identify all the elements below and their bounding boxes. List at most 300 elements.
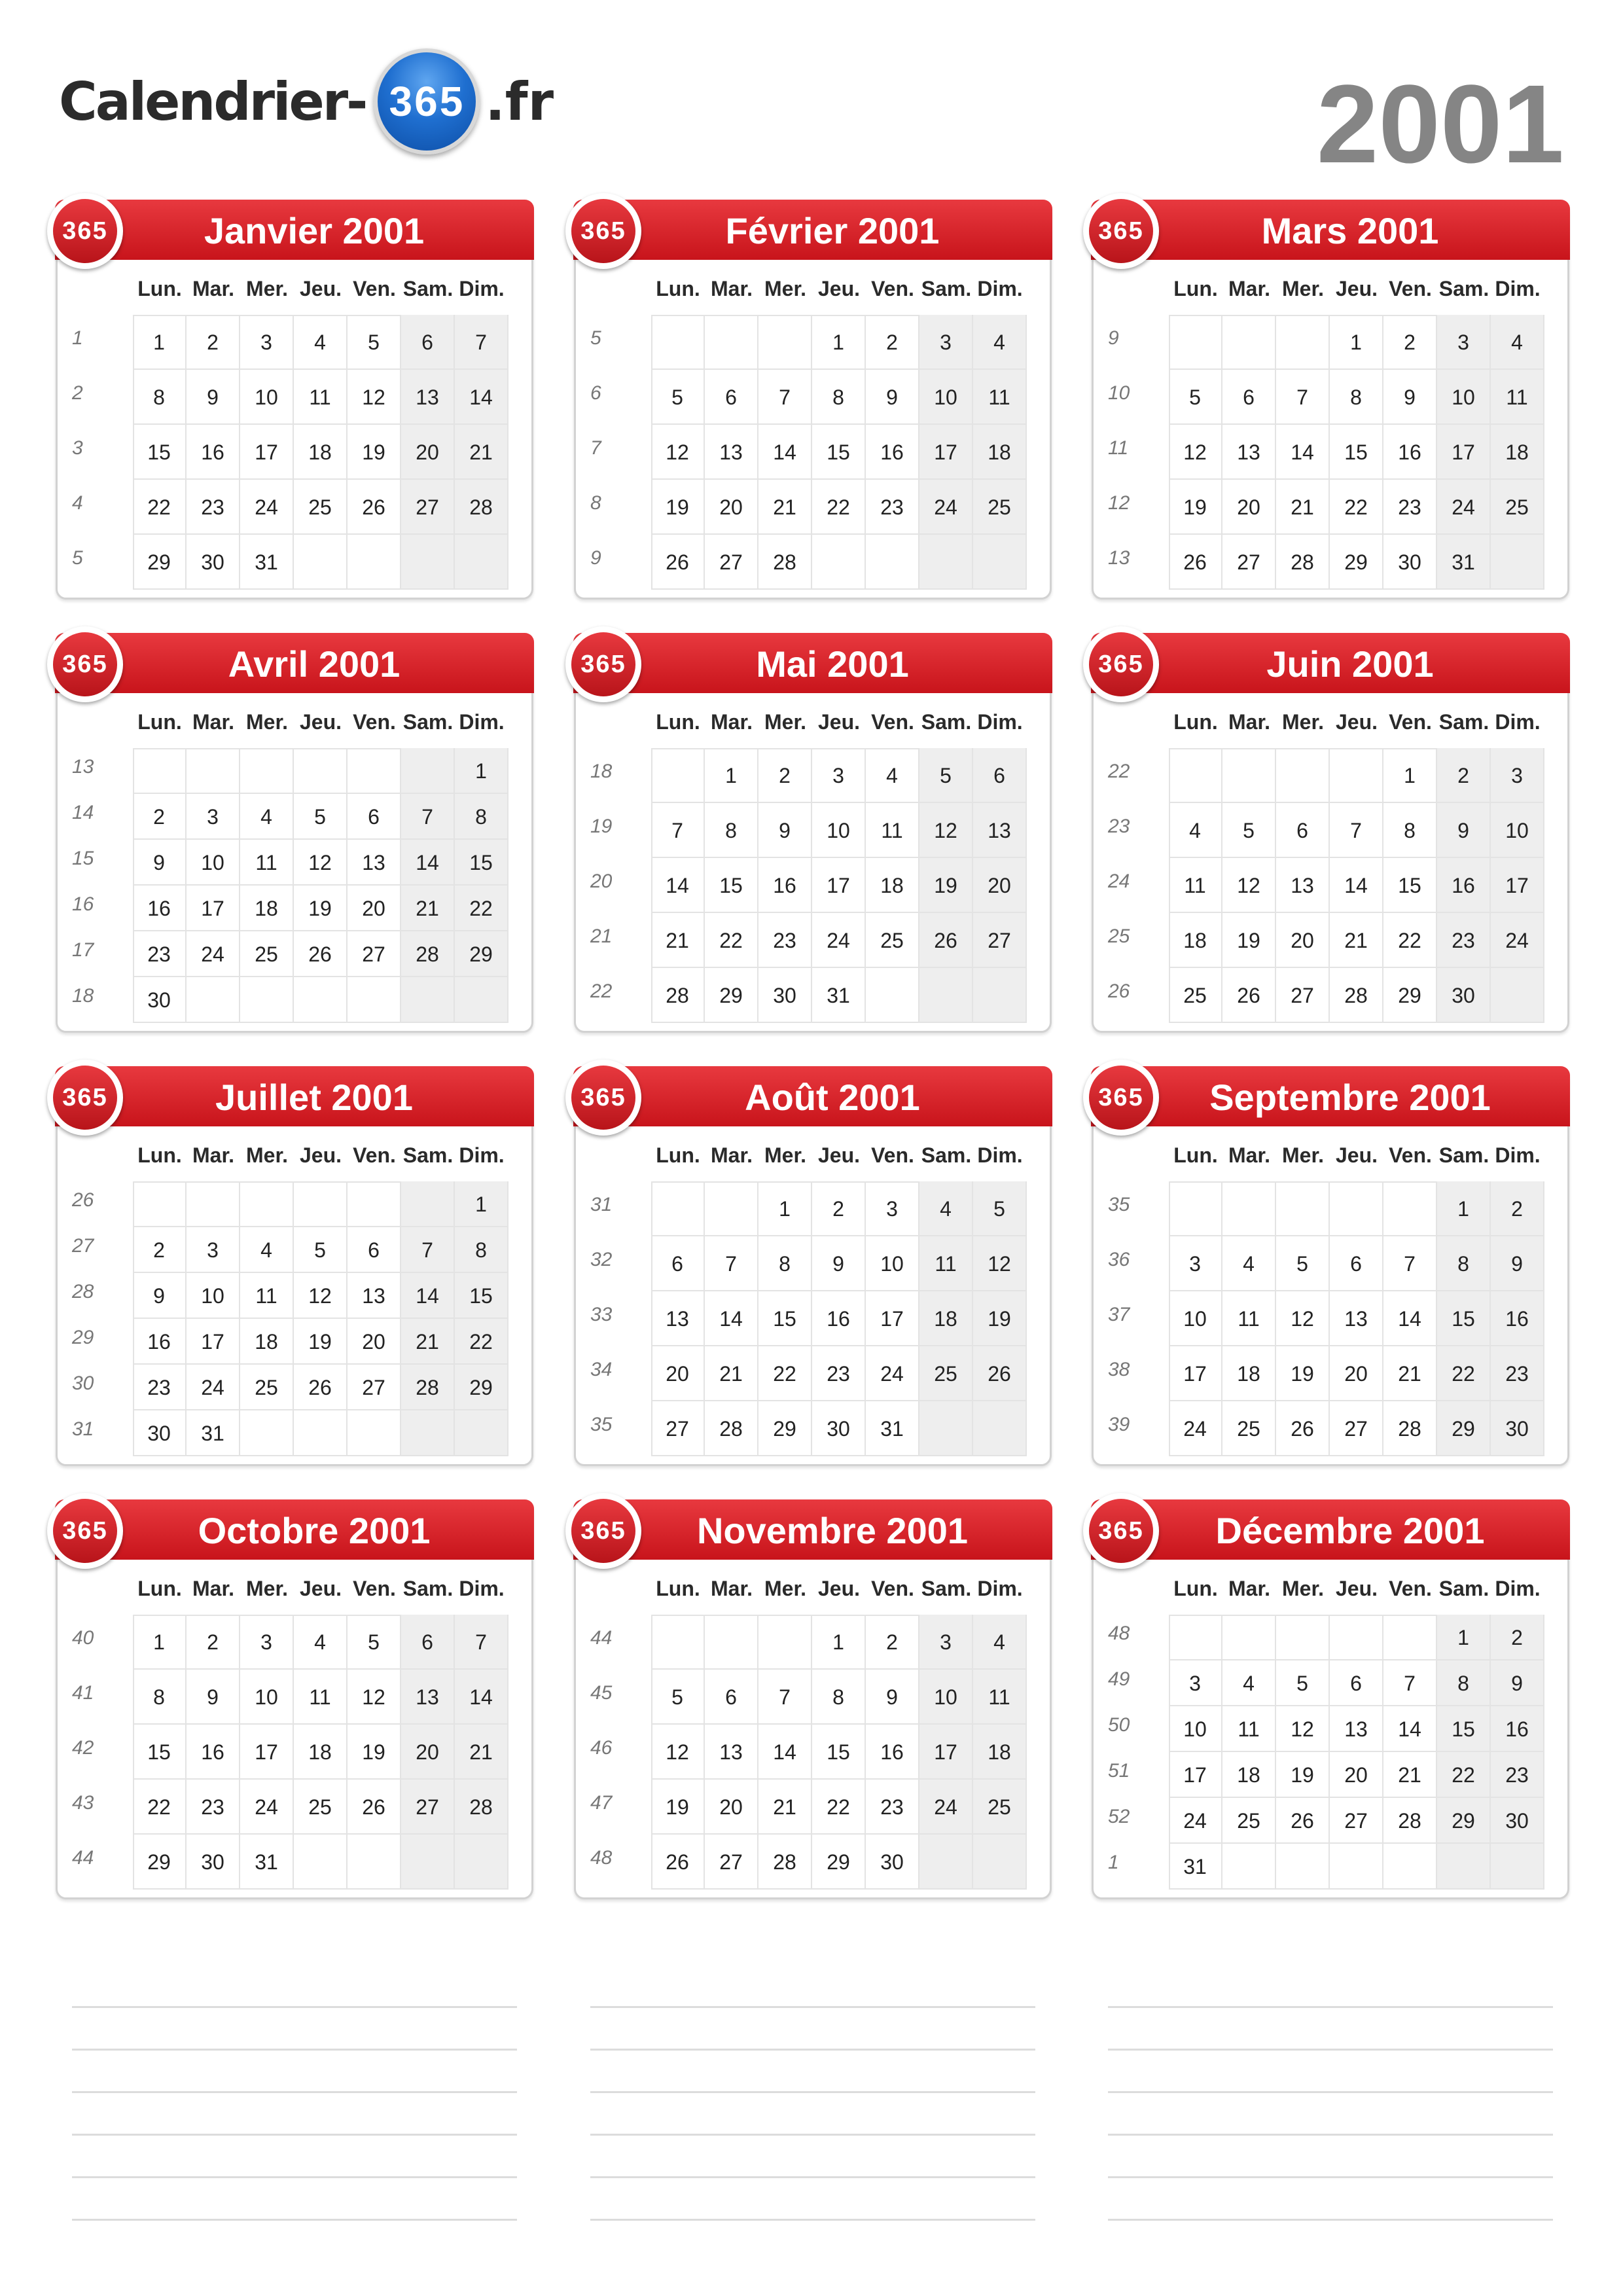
week-number: 37 xyxy=(1108,1304,1130,1325)
weekday-header: Ven. xyxy=(353,1143,396,1167)
day-cell: 4 xyxy=(240,794,294,840)
day-cell: 12 xyxy=(348,370,401,425)
day-cell xyxy=(651,1615,705,1670)
weekday-header: Mar. xyxy=(710,1143,753,1167)
day-cell: 1 xyxy=(758,1181,812,1236)
day-cell: 11 xyxy=(973,1670,1027,1725)
day-cell: 10 xyxy=(866,1236,919,1291)
month-header xyxy=(1091,633,1570,693)
weekday-header: Sam. xyxy=(921,710,972,734)
weekday-header: Lun. xyxy=(1173,1577,1218,1600)
day-cell: 29 xyxy=(455,1365,508,1410)
day-cell: 25 xyxy=(1222,1401,1276,1456)
day-cell: 12 xyxy=(294,1273,348,1319)
day-cell: 21 xyxy=(651,913,705,968)
week-number: 10 xyxy=(1108,382,1130,404)
month-title: Novembre 2001 xyxy=(696,1510,968,1551)
badge-365-icon xyxy=(47,1060,123,1136)
badge-365-icon xyxy=(565,193,641,269)
day-cell: 30 xyxy=(187,535,240,590)
week-number: 44 xyxy=(72,1847,94,1869)
day-cell: 31 xyxy=(240,535,294,590)
day-cell: 24 xyxy=(240,1780,294,1835)
day-cell: 19 xyxy=(651,1780,705,1835)
day-cell: 17 xyxy=(1491,858,1544,913)
day-cell: 25 xyxy=(294,1780,348,1835)
weekday-header: Lun. xyxy=(656,710,700,734)
day-cell: 2 xyxy=(1491,1615,1544,1660)
day-cell: 9 xyxy=(866,1670,919,1725)
day-cell: 14 xyxy=(455,1670,508,1725)
day-cell: 18 xyxy=(1222,1752,1276,1798)
day-cell: 3 xyxy=(187,794,240,840)
day-cell: 14 xyxy=(758,425,812,480)
day-cell: 2 xyxy=(812,1181,866,1236)
day-cell: 9 xyxy=(133,840,187,886)
day-cell: 11 xyxy=(240,1273,294,1319)
day-cell: 5 xyxy=(1276,1236,1330,1291)
badge-365-icon xyxy=(565,626,641,702)
day-cell: 6 xyxy=(973,748,1027,803)
day-cell: 4 xyxy=(240,1227,294,1273)
day-cell: 26 xyxy=(1276,1798,1330,1844)
day-cell: 3 xyxy=(919,315,973,370)
week-number: 14 xyxy=(72,802,94,823)
day-cell: 26 xyxy=(294,1365,348,1410)
weekday-header: Sam. xyxy=(402,277,454,300)
day-cell: 15 xyxy=(812,1725,866,1780)
day-cell: 9 xyxy=(758,803,812,858)
day-cell: 20 xyxy=(651,1346,705,1401)
weekday-header: Mer. xyxy=(764,277,807,300)
day-cell: 17 xyxy=(240,1725,294,1780)
day-cell xyxy=(705,315,758,370)
day-cell: 24 xyxy=(919,480,973,535)
week-number: 39 xyxy=(1108,1414,1130,1435)
day-cell: 23 xyxy=(187,480,240,535)
day-cell: 16 xyxy=(1437,858,1491,913)
weekday-header: Dim. xyxy=(977,1577,1023,1600)
day-cell: 19 xyxy=(1169,480,1222,535)
day-cell: 23 xyxy=(187,1780,240,1835)
day-cell: 20 xyxy=(1276,913,1330,968)
day-cell: 17 xyxy=(812,858,866,913)
day-cell: 6 xyxy=(651,1236,705,1291)
weekday-header: Sam. xyxy=(402,1577,454,1600)
day-cell: 9 xyxy=(1491,1236,1544,1291)
weekday-header: Ven. xyxy=(871,277,914,300)
day-cell: 21 xyxy=(758,1780,812,1835)
day-cell: 16 xyxy=(866,1725,919,1780)
weekday-header: Jeu. xyxy=(299,1577,342,1600)
weekday-header: Jeu. xyxy=(817,277,861,300)
week-number: 26 xyxy=(1108,980,1130,1002)
month-title: Janvier 2001 xyxy=(204,210,425,251)
logo-suffix: .fr xyxy=(485,71,554,132)
day-cell: 19 xyxy=(973,1291,1027,1346)
weekday-header: Mar. xyxy=(710,277,753,300)
day-cell: 23 xyxy=(812,1346,866,1401)
badge-label: 365 xyxy=(571,1066,635,1130)
day-cell: 29 xyxy=(455,931,508,977)
day-cell xyxy=(294,535,348,590)
day-cell: 12 xyxy=(973,1236,1027,1291)
day-cell: 6 xyxy=(705,370,758,425)
day-cell: 2 xyxy=(758,748,812,803)
day-cell: 11 xyxy=(294,370,348,425)
day-cell: 24 xyxy=(1491,913,1544,968)
day-cell: 20 xyxy=(348,886,401,931)
week-number: 42 xyxy=(72,1737,94,1759)
day-cell: 28 xyxy=(1276,535,1330,590)
week-number: 25 xyxy=(1108,925,1130,947)
week-number: 3 xyxy=(72,437,83,459)
day-cell: 9 xyxy=(187,370,240,425)
day-cell: 29 xyxy=(705,968,758,1023)
week-number: 12 xyxy=(1108,492,1130,514)
day-cell: 8 xyxy=(758,1236,812,1291)
day-cell: 13 xyxy=(401,370,455,425)
day-cell: 5 xyxy=(294,794,348,840)
day-cell: 12 xyxy=(1276,1291,1330,1346)
month-card xyxy=(574,202,1052,600)
notes-line xyxy=(72,2091,517,2093)
day-cell: 23 xyxy=(133,1365,187,1410)
weekday-header: Mar. xyxy=(710,710,753,734)
notes-line xyxy=(590,2006,1035,2008)
day-cell: 14 xyxy=(401,840,455,886)
weekday-header: Dim. xyxy=(459,710,505,734)
week-number: 1 xyxy=(72,327,83,349)
notes-line xyxy=(1108,2091,1553,2093)
weekday-header: Mar. xyxy=(192,1577,235,1600)
day-cell: 26 xyxy=(1222,968,1276,1023)
week-number: 34 xyxy=(590,1359,613,1380)
month-title: Juillet 2001 xyxy=(215,1077,413,1118)
day-cell: 9 xyxy=(133,1273,187,1319)
day-cell xyxy=(401,748,455,794)
day-cell: 6 xyxy=(1276,803,1330,858)
day-cell: 4 xyxy=(973,315,1027,370)
week-number: 52 xyxy=(1108,1806,1130,1827)
week-number: 22 xyxy=(590,980,613,1002)
weekday-header: Mar. xyxy=(1228,710,1271,734)
week-number: 49 xyxy=(1108,1668,1130,1690)
day-cell: 19 xyxy=(294,1319,348,1365)
day-cell: 27 xyxy=(651,1401,705,1456)
day-cell: 29 xyxy=(1437,1401,1491,1456)
day-cell xyxy=(866,968,919,1023)
day-cell: 10 xyxy=(240,370,294,425)
weekday-header: Mar. xyxy=(192,1143,235,1167)
notes-line xyxy=(590,2091,1035,2093)
weekday-header: Lun. xyxy=(656,277,700,300)
day-cell: 13 xyxy=(705,425,758,480)
day-cell: 11 xyxy=(866,803,919,858)
day-cell: 14 xyxy=(1383,1706,1437,1752)
weekday-header: Dim. xyxy=(459,1143,505,1167)
day-cell: 15 xyxy=(133,1725,187,1780)
day-cell: 21 xyxy=(401,1319,455,1365)
week-number: 7 xyxy=(590,437,601,459)
badge-365-icon xyxy=(1083,1060,1159,1136)
day-cell xyxy=(705,1181,758,1236)
day-cell: 26 xyxy=(973,1346,1027,1401)
page-year: 2001 xyxy=(1316,62,1564,187)
day-cell xyxy=(294,977,348,1023)
day-cell: 31 xyxy=(812,968,866,1023)
day-cell: 18 xyxy=(1491,425,1544,480)
weekday-header: Sam. xyxy=(921,1577,972,1600)
day-cell xyxy=(294,1835,348,1890)
week-number: 17 xyxy=(72,939,94,961)
day-cell: 20 xyxy=(1330,1346,1383,1401)
day-cell xyxy=(651,315,705,370)
badge-365-icon xyxy=(565,1493,641,1569)
notes-line xyxy=(1108,2219,1553,2221)
day-cell: 28 xyxy=(1383,1401,1437,1456)
day-cell: 3 xyxy=(1169,1660,1222,1706)
day-cell: 7 xyxy=(401,794,455,840)
day-cell: 7 xyxy=(1330,803,1383,858)
weekday-header: Mar. xyxy=(710,1577,753,1600)
day-cell: 9 xyxy=(1437,803,1491,858)
day-cell: 9 xyxy=(812,1236,866,1291)
weekday-header: Lun. xyxy=(137,277,182,300)
week-number: 18 xyxy=(72,985,94,1007)
day-cell xyxy=(1383,1181,1437,1236)
week-number: 50 xyxy=(1108,1714,1130,1736)
day-cell: 9 xyxy=(187,1670,240,1725)
day-cell: 10 xyxy=(1169,1706,1222,1752)
day-cell: 22 xyxy=(455,1319,508,1365)
weekday-header: Mer. xyxy=(1281,710,1325,734)
day-cell: 21 xyxy=(455,425,508,480)
day-cell xyxy=(1222,315,1276,370)
day-cell: 26 xyxy=(1169,535,1222,590)
weekday-header: Dim. xyxy=(977,710,1023,734)
day-cell: 14 xyxy=(1383,1291,1437,1346)
day-cell xyxy=(240,748,294,794)
day-cell: 12 xyxy=(651,425,705,480)
day-cell: 9 xyxy=(1383,370,1437,425)
weekday-header: Sam. xyxy=(921,277,972,300)
day-cell: 18 xyxy=(294,425,348,480)
day-cell: 25 xyxy=(919,1346,973,1401)
day-cell xyxy=(1276,315,1330,370)
weekday-header: Ven. xyxy=(353,277,396,300)
day-cell: 27 xyxy=(973,913,1027,968)
weekday-header: Mer. xyxy=(764,710,807,734)
week-number: 21 xyxy=(590,925,613,947)
day-cell: 15 xyxy=(1437,1706,1491,1752)
day-cell: 9 xyxy=(866,370,919,425)
day-cell xyxy=(133,1181,187,1227)
day-cell: 16 xyxy=(1491,1291,1544,1346)
day-cell: 3 xyxy=(1169,1236,1222,1291)
day-cell: 19 xyxy=(348,1725,401,1780)
day-cell: 21 xyxy=(1276,480,1330,535)
day-cell xyxy=(1169,1181,1222,1236)
weekday-header: Jeu. xyxy=(299,1143,342,1167)
week-number: 36 xyxy=(1108,1249,1130,1270)
day-cell: 31 xyxy=(1437,535,1491,590)
notes-line xyxy=(1108,2134,1553,2136)
badge-365-icon xyxy=(565,1060,641,1136)
day-cell: 18 xyxy=(294,1725,348,1780)
day-cell: 25 xyxy=(973,1780,1027,1835)
day-cell: 7 xyxy=(758,370,812,425)
day-cell: 13 xyxy=(705,1725,758,1780)
day-cell: 4 xyxy=(1169,803,1222,858)
day-cell: 22 xyxy=(133,1780,187,1835)
weekday-header: Mer. xyxy=(245,1143,289,1167)
day-cell: 20 xyxy=(401,1725,455,1780)
week-number: 30 xyxy=(72,1372,94,1394)
badge-label: 365 xyxy=(1089,1499,1153,1563)
weekday-header: Ven. xyxy=(871,1143,914,1167)
day-cell: 8 xyxy=(133,370,187,425)
day-cell xyxy=(455,977,508,1023)
day-cell: 8 xyxy=(1437,1236,1491,1291)
month-header xyxy=(1091,1499,1570,1560)
day-cell: 25 xyxy=(1491,480,1544,535)
day-cell xyxy=(973,968,1027,1023)
weekday-header: Lun. xyxy=(137,710,182,734)
day-cell: 28 xyxy=(401,1365,455,1410)
weekday-header: Mer. xyxy=(1281,277,1325,300)
month-title: Octobre 2001 xyxy=(198,1510,431,1551)
weekday-header: Sam. xyxy=(402,1143,454,1167)
week-number: 44 xyxy=(590,1627,613,1649)
day-cell: 23 xyxy=(1491,1752,1544,1798)
day-cell: 8 xyxy=(1383,803,1437,858)
day-cell xyxy=(401,1181,455,1227)
day-cell: 21 xyxy=(1383,1752,1437,1798)
weekday-header: Lun. xyxy=(656,1143,700,1167)
week-number: 26 xyxy=(72,1189,94,1211)
badge-label: 365 xyxy=(571,1499,635,1563)
day-cell: 31 xyxy=(866,1401,919,1456)
badge-label: 365 xyxy=(53,1499,117,1563)
day-cell: 3 xyxy=(919,1615,973,1670)
week-number: 48 xyxy=(590,1847,613,1869)
month-card xyxy=(56,1501,533,1899)
week-number: 38 xyxy=(1108,1359,1130,1380)
weekday-header: Lun. xyxy=(656,1577,700,1600)
day-cell: 28 xyxy=(1330,968,1383,1023)
weekday-header: Ven. xyxy=(1389,1577,1432,1600)
day-cell xyxy=(348,1835,401,1890)
day-cell: 18 xyxy=(240,886,294,931)
notes-line xyxy=(590,2049,1035,2051)
day-cell: 7 xyxy=(455,1615,508,1670)
day-cell: 19 xyxy=(294,886,348,931)
day-cell: 30 xyxy=(1491,1401,1544,1456)
day-cell: 11 xyxy=(1222,1291,1276,1346)
day-cell xyxy=(758,1615,812,1670)
day-cell: 14 xyxy=(455,370,508,425)
badge-label: 365 xyxy=(53,1066,117,1130)
month-header xyxy=(55,633,534,693)
month-card xyxy=(1092,1501,1569,1899)
weekday-header: Sam. xyxy=(1438,277,1489,300)
badge-label: 365 xyxy=(1089,632,1153,696)
day-cell xyxy=(1330,1844,1383,1890)
day-cell: 25 xyxy=(973,480,1027,535)
day-cell: 10 xyxy=(187,1273,240,1319)
day-cell: 29 xyxy=(758,1401,812,1456)
day-cell: 8 xyxy=(812,370,866,425)
day-cell: 7 xyxy=(401,1227,455,1273)
weekday-header: Jeu. xyxy=(299,277,342,300)
day-cell xyxy=(133,748,187,794)
month-header xyxy=(573,1499,1052,1560)
day-cell: 2 xyxy=(187,315,240,370)
day-cell: 13 xyxy=(348,1273,401,1319)
day-cell: 22 xyxy=(758,1346,812,1401)
notes-line xyxy=(72,2049,517,2051)
day-cell xyxy=(1491,535,1544,590)
notes-line xyxy=(1108,2049,1553,2051)
day-cell xyxy=(240,1410,294,1456)
day-cell: 5 xyxy=(1276,1660,1330,1706)
day-cell: 15 xyxy=(1330,425,1383,480)
day-cell: 3 xyxy=(240,315,294,370)
day-cell: 26 xyxy=(651,1835,705,1890)
day-cell: 16 xyxy=(187,425,240,480)
month-header xyxy=(55,1499,534,1560)
day-cell: 16 xyxy=(187,1725,240,1780)
day-cell xyxy=(1169,315,1222,370)
day-cell xyxy=(401,535,455,590)
day-cell: 8 xyxy=(1330,370,1383,425)
day-cell: 27 xyxy=(348,1365,401,1410)
month-header xyxy=(573,200,1052,260)
day-cell: 1 xyxy=(812,1615,866,1670)
week-number: 24 xyxy=(1108,870,1130,892)
notes-line xyxy=(1108,2176,1553,2178)
day-cell: 27 xyxy=(1330,1401,1383,1456)
day-cell: 7 xyxy=(758,1670,812,1725)
day-cell: 8 xyxy=(455,1227,508,1273)
day-cell: 15 xyxy=(758,1291,812,1346)
day-cell: 22 xyxy=(705,913,758,968)
day-cell: 27 xyxy=(401,1780,455,1835)
day-cell: 17 xyxy=(1169,1346,1222,1401)
day-cell: 3 xyxy=(187,1227,240,1273)
day-cell: 10 xyxy=(187,840,240,886)
day-cell: 2 xyxy=(1383,315,1437,370)
day-cell: 24 xyxy=(866,1346,919,1401)
day-cell: 28 xyxy=(705,1401,758,1456)
week-number: 29 xyxy=(72,1327,94,1348)
day-cell: 30 xyxy=(187,1835,240,1890)
day-cell xyxy=(1222,1844,1276,1890)
weekday-header: Sam. xyxy=(1438,1143,1489,1167)
month-card xyxy=(574,1501,1052,1899)
day-cell: 6 xyxy=(1222,370,1276,425)
week-number: 23 xyxy=(1108,816,1130,837)
day-cell: 17 xyxy=(919,425,973,480)
month-header xyxy=(1091,1066,1570,1126)
day-cell: 23 xyxy=(1437,913,1491,968)
day-cell: 16 xyxy=(133,886,187,931)
weekday-header: Dim. xyxy=(459,1577,505,1600)
day-cell: 1 xyxy=(133,315,187,370)
month-card xyxy=(574,1068,1052,1466)
month-title: Avril 2001 xyxy=(228,643,401,685)
